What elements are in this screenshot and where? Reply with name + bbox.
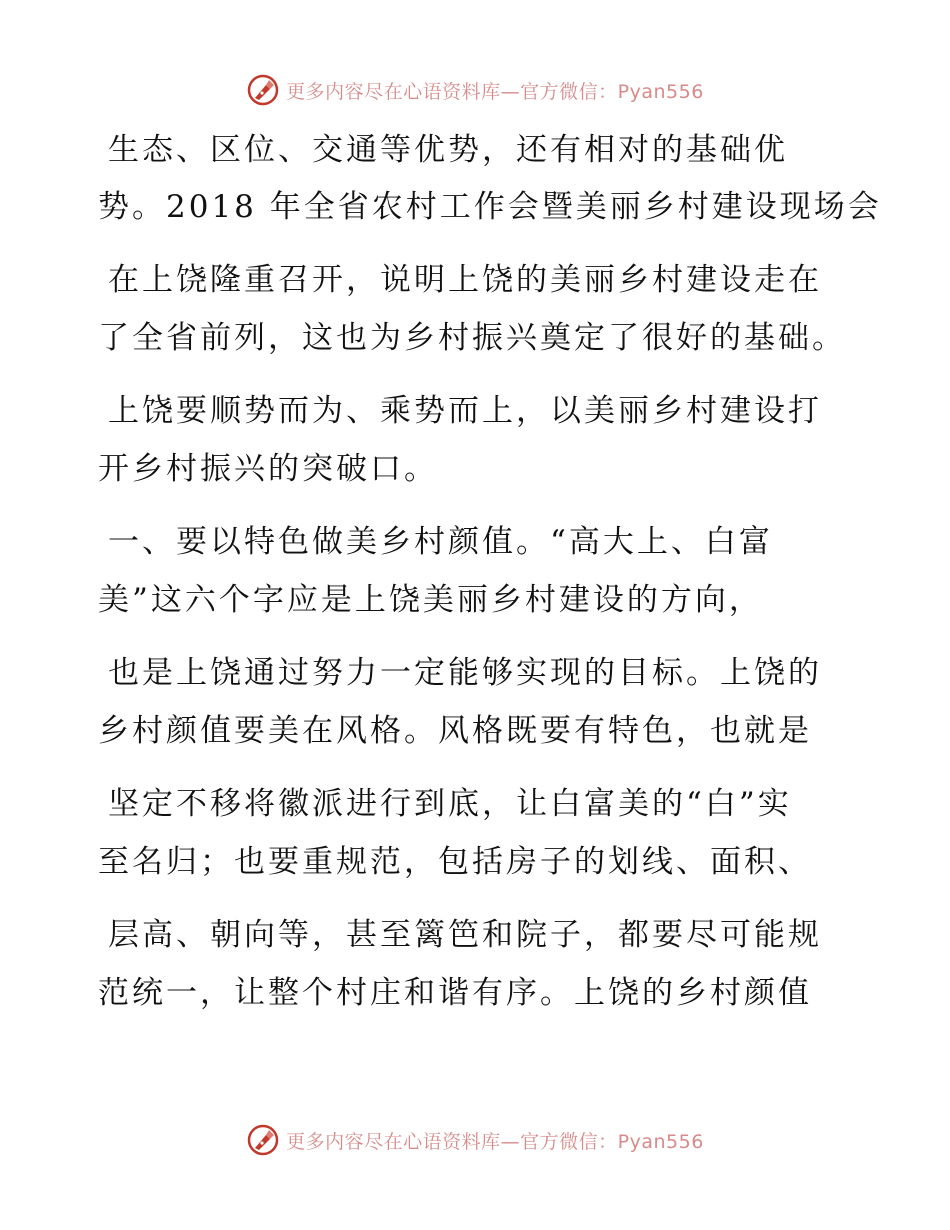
watermark-text: 更多内容尽在心语资料库—官方微信：Pyan556 <box>286 80 704 103</box>
footer-watermark <box>0 1120 950 1160</box>
pen-nib-logo-icon <box>246 73 280 107</box>
watermark-text: 更多内容尽在心语资料库—官方微信：Pyan556 <box>286 1130 704 1153</box>
body-line: 美”这六个字应是上饶美丽乡村建设的方向， <box>98 582 763 618</box>
body-line: 上饶要顺势而为、乘势而上，以美丽乡村建设打 <box>108 393 822 429</box>
header-watermark <box>0 70 950 110</box>
body-line: 势。2018 年全省农村工作会暨美丽乡村建设现场会 <box>98 189 882 225</box>
body-line: 在上饶隆重召开，说明上饶的美丽乡村建设走在 <box>108 262 822 298</box>
body-line: 层高、朝向等，甚至篱笆和院子，都要尽可能规 <box>108 917 822 953</box>
body-line: 一、要以特色做美乡村颜值。“高大上、白富 <box>108 524 773 560</box>
pen-nib-logo-icon <box>246 1123 280 1157</box>
body-line: 乡村颜值要美在风格。风格既要有特色，也就是 <box>98 713 812 749</box>
body-line: 了全省前列，这也为乡村振兴奠定了很好的基础。 <box>98 320 846 356</box>
body-line: 至名归；也要重规范，包括房子的划线、面积、 <box>98 844 812 880</box>
body-line: 范统一，让整个村庄和谐有序。上饶的乡村颜值 <box>98 975 812 1011</box>
body-line: 开乡村振兴的突破口。 <box>98 451 438 487</box>
body-line: 坚定不移将徽派进行到底，让白富美的“白”实 <box>108 786 792 822</box>
body-line: 也是上饶通过努力一定能够实现的目标。上饶的 <box>108 655 822 691</box>
body-line: 生态、区位、交通等优势，还有相对的基础优 <box>108 132 788 168</box>
